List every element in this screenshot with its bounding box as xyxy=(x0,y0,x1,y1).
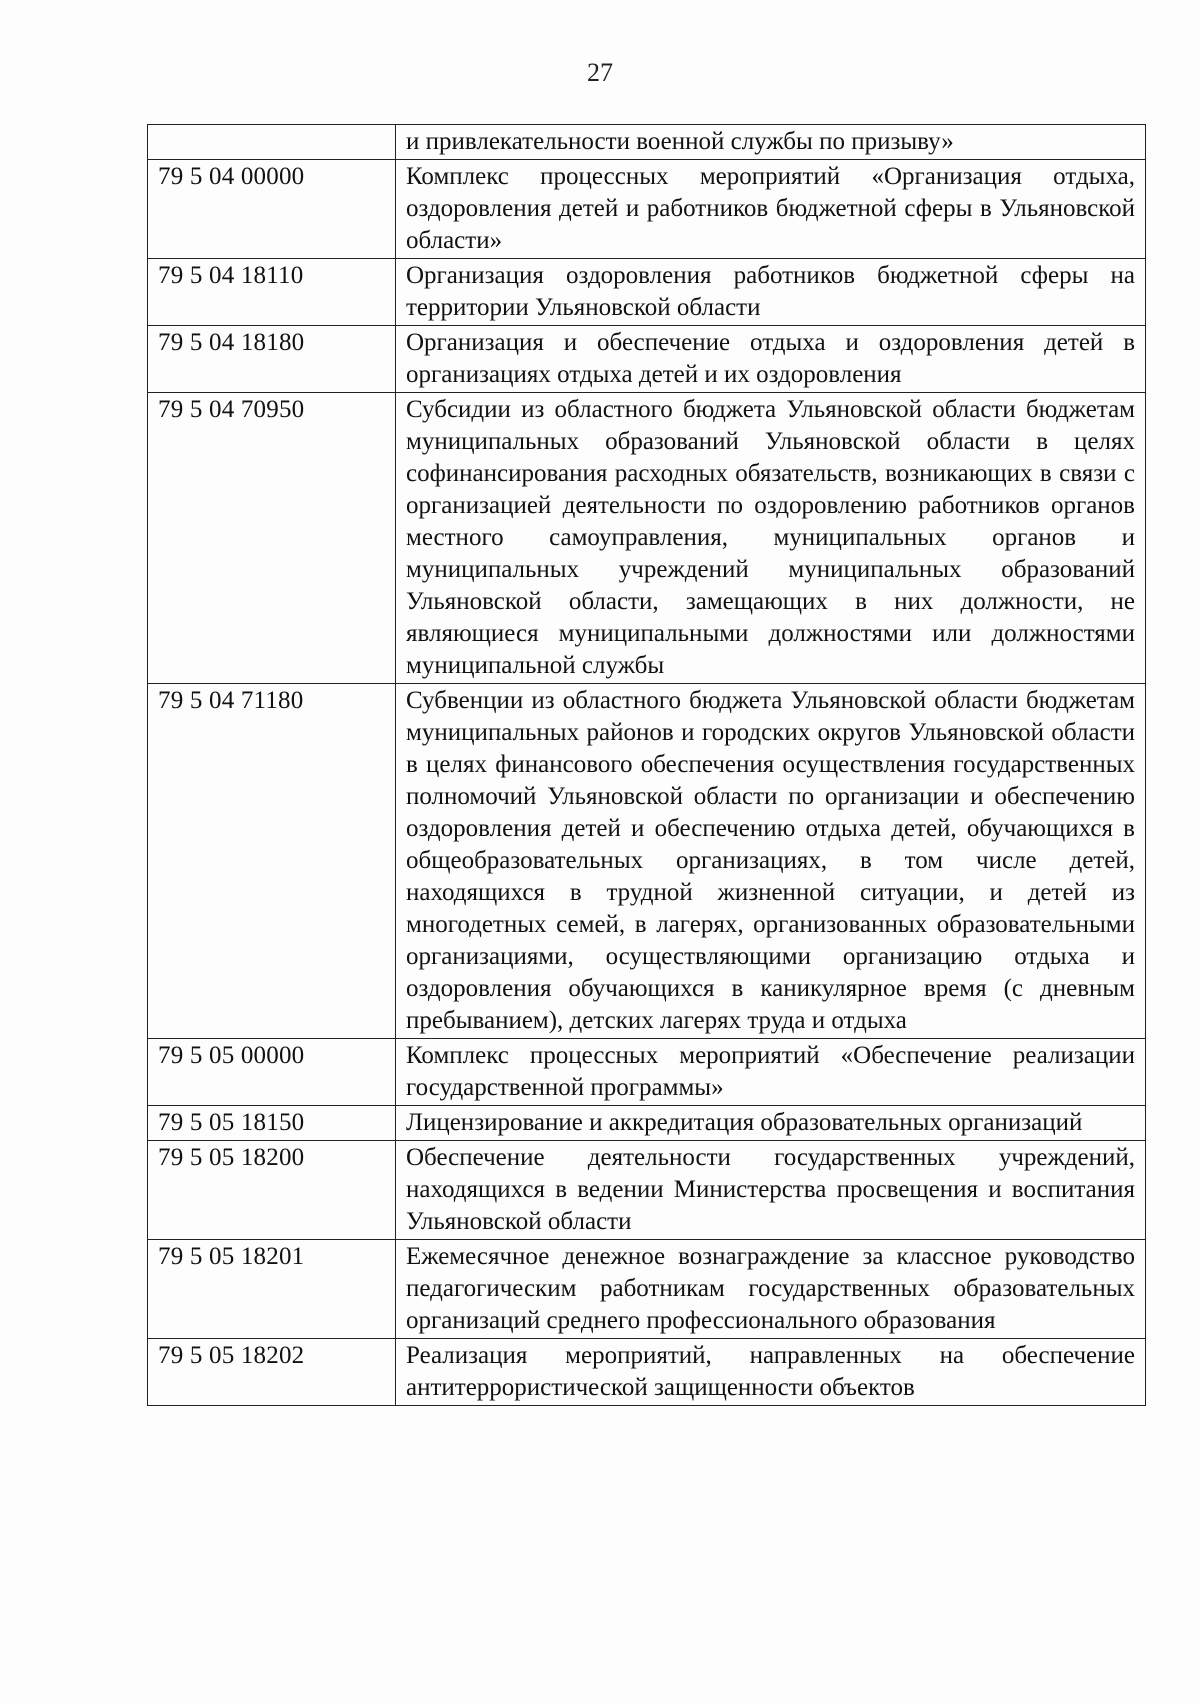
row-code: 79 5 04 18180 xyxy=(148,326,396,393)
row-code: 79 5 04 71180 xyxy=(148,684,396,1039)
row-code xyxy=(148,125,396,160)
table-row xyxy=(148,259,1146,326)
table-row xyxy=(148,393,1146,684)
row-description: и привлекательности военной службы по призыву» xyxy=(396,125,1146,160)
row-description: Субсидии из областного бюджета Ульяновской области бюджетам муниципальных образований Ульяновской области в целях софинансирования расходных обязательств, возникающих в связи с организацией деятельности по оздоровлению работников органов местного самоуправления, муниципальных органов и муниципальных учреждений муниципальных образований Ульяновской области, замещающих в них должности, не являющиеся муниципальными должностями или должностями муниципальной службы xyxy=(396,393,1146,684)
row-code: 79 5 05 18202 xyxy=(148,1339,396,1406)
row-code: 79 5 05 18201 xyxy=(148,1240,396,1339)
row-description: Организация оздоровления работников бюджетной сферы на территории Ульяновской области xyxy=(396,259,1146,326)
row-code: 79 5 04 18110 xyxy=(148,259,396,326)
row-description: Обеспечение деятельности государственных учреждений, находящихся в ведении Министерства просвещения и воспитания Ульяновской области xyxy=(396,1141,1146,1240)
table-row xyxy=(148,1106,1146,1141)
table-row xyxy=(148,1240,1146,1339)
page-number: 27 xyxy=(587,58,613,87)
row-code: 79 5 05 18150 xyxy=(148,1106,396,1141)
table-row xyxy=(148,326,1146,393)
row-description: Комплекс процессных мероприятий «Организация отдыха, оздоровления детей и работников бюджетной сферы в Ульяновской области» xyxy=(396,160,1146,259)
row-description: Лицензирование и аккредитация образовательных организаций xyxy=(396,1106,1146,1141)
table-row xyxy=(148,125,1146,160)
row-code: 79 5 05 00000 xyxy=(148,1039,396,1106)
budget-classification-table xyxy=(147,124,1146,1406)
row-description: Реализация мероприятий, направленных на обеспечение антитеррористической защищенности объектов xyxy=(396,1339,1146,1406)
row-code: 79 5 04 70950 xyxy=(148,393,396,684)
row-description: Организация и обеспечение отдыха и оздоровления детей в организациях отдыха детей и их оздоровления xyxy=(396,326,1146,393)
row-description: Комплекс процессных мероприятий «Обеспечение реализации государственной программы» xyxy=(396,1039,1146,1106)
table-row xyxy=(148,160,1146,259)
table-row xyxy=(148,1141,1146,1240)
row-description: Субвенции из областного бюджета Ульяновской области бюджетам муниципальных районов и городских округов Ульяновской области в целях финансового обеспечения осуществления государственных полномочий Ульяновской области по организации и обеспечению оздоровления детей и обеспечению отдыха детей, обучающихся в общеобразовательных организациях, в том числе детей, находящихся в трудной жизненной ситуации, и детей из многодетных семей, в лагерях, организованных образовательными организациями, осуществляющими организацию отдыха и оздоровления обучающихся в каникулярное время (с дневным пребыванием), детских лагерях труда и отдыха xyxy=(396,684,1146,1039)
table-row xyxy=(148,1339,1146,1406)
row-code: 79 5 04 00000 xyxy=(148,160,396,259)
row-code: 79 5 05 18200 xyxy=(148,1141,396,1240)
row-description: Ежемесячное денежное вознаграждение за классное руководство педагогическим работникам государственных образовательных организаций среднего профессионального образования xyxy=(396,1240,1146,1339)
table-row xyxy=(148,684,1146,1039)
table-row xyxy=(148,1039,1146,1106)
